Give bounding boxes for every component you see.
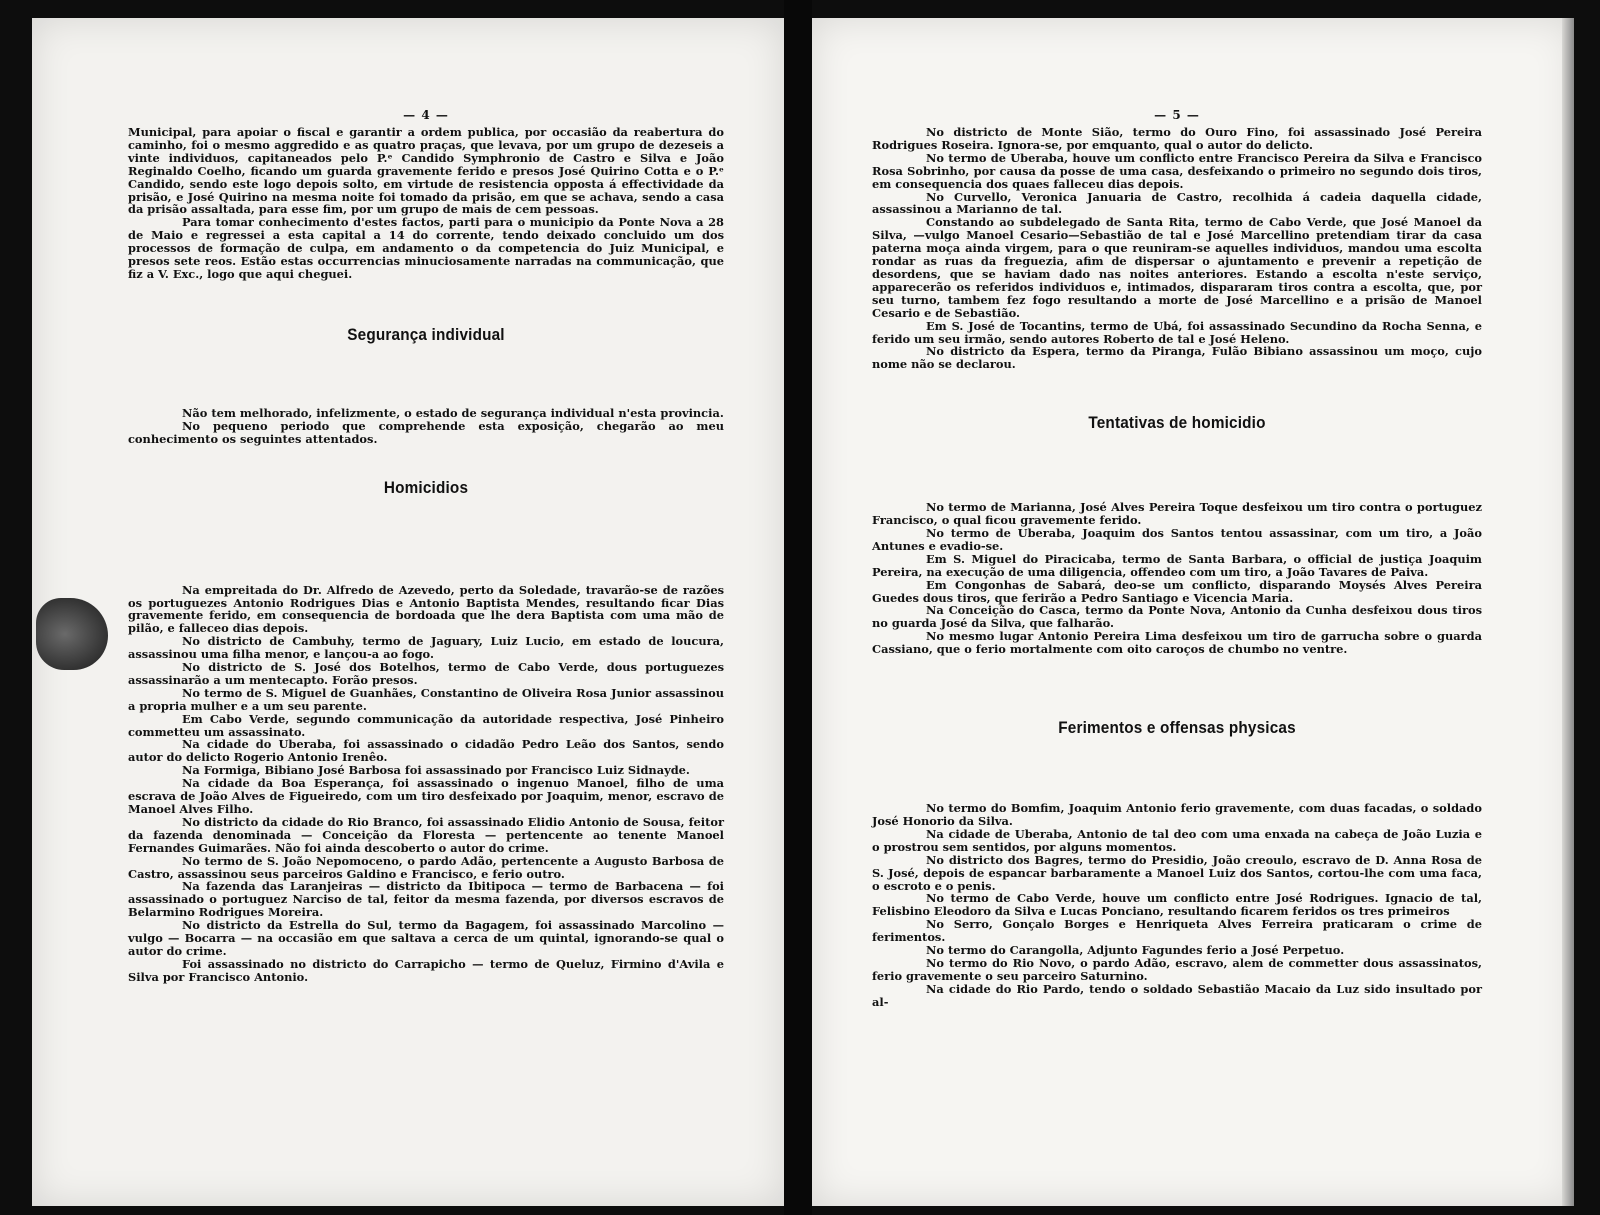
paragraph: Foi assassinado no districto do Carrapicho — termo de Queluz, Firmino d'Avila e Silva por Francisco Antonio. bbox=[128, 956, 724, 984]
paragraph: Na Conceição do Casca, termo da Ponte Nova, Antonio da Cunha desfeixou dous tiros no guarda José da Silva, que falharão. bbox=[872, 603, 1482, 631]
paragraph: No districto da Espera, termo da Piranga, Fulão Bibiano assassinou um moço, cujo nome não se declarou. bbox=[872, 344, 1482, 372]
page-number-left: — 4 — bbox=[403, 108, 449, 122]
section-heading-homicidios: Homicidios bbox=[383, 477, 469, 497]
paragraph: Em Congonhas de Sabará, deo-se um conflicto, disparando Moysés Alves Pereira Guedes dous tiros, que ferirão a Pedro Santiago e Vicencia Maria. bbox=[872, 577, 1482, 605]
paragraph: Na cidade do Rio Pardo, tendo o soldado Sebastião Macaio da Luz sido insultado por al- bbox=[872, 981, 1482, 1009]
paragraph: No termo de S. João Nepomoceno, o pardo Adão, pertencente a Augusto Barbosa de Castro, assassinou seus parceiros Galdino e Francisco, e ferio outro. bbox=[128, 853, 724, 881]
paragraph: No termo do Carangolla, Adjunto Fagundes ferio a José Perpetuo. bbox=[926, 943, 1345, 958]
book-spine bbox=[784, 0, 812, 1215]
paragraph: No termo do Bomfim, Joaquim Antonio ferio gravemente, com duas facadas, o soldado José Honorio da Silva. bbox=[872, 801, 1482, 828]
paragraph: No mesmo lugar Antonio Pereira Lima desfeixou um tiro de garrucha sobre o guarda Cassiano, que o ferio mortalmente com oito caroços de chumbo no ventre. bbox=[872, 629, 1482, 657]
section-heading-seguranca: Segurança individual bbox=[347, 324, 505, 344]
right-text-column bbox=[872, 108, 1482, 1009]
paragraph: Em S. Miguel do Piracicaba, termo de Santa Barbara, o official de justiça Joaquim Pereira, na execução de uma diligencia, offendeo com um tiro, a João Tavares de Paiva. bbox=[872, 551, 1482, 579]
paragraph: No termo de S. Miguel de Guanhães, Constantino de Oliveira Rosa Junior assassinou a propria mulher e a um seu parente. bbox=[128, 685, 724, 713]
paragraph: No termo do Rio Novo, o pardo Adão, escravo, alem de commetter dous assassinatos, ferio gravemente o seu parceiro Saturnino. bbox=[872, 955, 1482, 983]
page-number-right: — 5 — bbox=[1154, 108, 1200, 122]
paragraph: Na fazenda das Laranjeiras — districto da Ibitipoca — termo de Barbacena — foi assassinado o portuguez Narciso de tal, feitor da mesma fazenda, por diversos escravos de Belarmino Rodrigues Moreira. bbox=[128, 879, 724, 920]
paragraph: Na cidade do Uberaba, foi assassinado o cidadão Pedro Leão dos Santos, sendo autor do delicto Rogerio Antonio Irenêo. bbox=[128, 737, 724, 765]
paragraph: No districto da Estrella do Sul, termo da Bagagem, foi assassinado Marcolino — vulgo — Bocarra — na occasião em que saltava a cerca de um quintal, ignorando-se qual o autor do crime. bbox=[128, 918, 724, 958]
page-edge bbox=[1562, 18, 1574, 1206]
left-text-column bbox=[128, 108, 724, 984]
paragraph: Não tem melhorado, infelizmente, o estado de segurança individual n'esta provincia. bbox=[182, 405, 724, 420]
paragraph: No termo de Uberaba, Joaquim dos Santos tentou assassinar, com um tiro, a João Antunes e evadio-se. bbox=[872, 526, 1482, 553]
paragraph: Municipal, para apoiar o fiscal e garantir a ordem publica, por occasião da reabertura do caminho, foi o mesmo aggredido e as quatro praças, que levava, por um grupo de dezeseis a vinte individuos, capitaneados pelo P.ᵉ Candido Symphronio de Castro e Silva e João Reginaldo Coelho, ficando um guarda gravemente ferido e presos José Quirino Cotta e o P.ᵉ Candido, sendo este logo depois solto, em virtude de resistencia opposta á effectividade da prisão, e José Quirino na mesma noite foi tomado da prisão, em que se achava, sendo a casa da prisão assaltada, para esse fim, por um grupo de mais de cem pessoas. bbox=[128, 125, 724, 217]
paragraph: No districto de Cambuhy, termo de Jaguary, Luiz Lucio, em estado de loucura, assassinou uma filha menor, e lançou-a ao fogo. bbox=[128, 634, 724, 662]
thumb-shadow bbox=[36, 598, 108, 670]
paragraph: Em Cabo Verde, segundo communicação da autoridade respectiva, José Pinheiro commetteu um assassinato. bbox=[128, 711, 724, 739]
paragraph: No districto de S. José dos Botelhos, termo de Cabo Verde, dous portuguezes assassinarão a um mentecapto. Forão presos. bbox=[128, 660, 724, 687]
paragraph: No Serro, Gonçalo Borges e Henriqueta Alves Ferreira praticaram o crime de ferimentos. bbox=[872, 917, 1482, 945]
paragraph: No termo de Uberaba, houve um conflicto entre Francisco Pereira da Silva e Francisco Rosa Sobrinho, por causa da posse de uma casa, desfeixando o primeiro no segundo dois tiros, em consequencia dos quaes falleceu dias depois. bbox=[872, 150, 1482, 191]
paragraph: No termo de Cabo Verde, houve um conflicto entre José Rodrigues. Ignacio de tal, Felisbino Eleodoro da Silva e Lucas Ponciano, resultando ficarem feridos os tres primeiros bbox=[872, 891, 1482, 919]
paragraph: Em S. José de Tocantins, termo de Ubá, foi assassinado Secundino da Rocha Senna, e ferido um seu irmão, sendo autores Roberto de tal e José Heleno. bbox=[872, 318, 1482, 346]
paragraph: No districto da cidade do Rio Branco, foi assassinado Elidio Antonio de Sousa, feitor da fazenda denominada — Conceição da Floresta — pertencente ao tenente Manoel Fernandes Guimarães. Não foi ainda descoberto o autor do crime. bbox=[128, 814, 724, 855]
paragraph: Na cidade da Boa Esperança, foi assassinado o ingenuo Manoel, filho de uma escrava de João Alves de Figueiredo, com um tiro desfeixado por Joaquim, menor, escravo de Manoel Alves Filho. bbox=[128, 776, 724, 816]
paragraph: Na Formiga, Bibiano José Barbosa foi assassinado por Francisco Luiz Sidnayde. bbox=[182, 763, 690, 778]
paragraph: No Curvello, Veronica Januaria de Castro, recolhida á cadeia daquella cidade, assassinou a Marianno de tal. bbox=[872, 189, 1482, 217]
paragraph: Na cidade de Uberaba, Antonio de tal deo com uma enxada na cabeça de João Luzia e o prostrou sem sentidos, por alguns momentos. bbox=[872, 826, 1482, 854]
paragraph: No districto dos Bagres, termo do Presidio, João creoulo, escravo de D. Anna Rosa de S. José, depois de espancar barbaramente a Manoel Luiz dos Santos, cortou-lhe com uma faca, o escroto e o penis. bbox=[872, 852, 1482, 893]
paragraph: No termo de Marianna, José Alves Pereira Toque desfeixou um tiro contra o portuguez Francisco, o qual ficou gravemente ferido. bbox=[872, 500, 1482, 528]
left-page bbox=[32, 18, 784, 1206]
paragraph: No pequeno periodo que comprehende esta exposição, chegarão ao meu conhecimento os seguintes attentados. bbox=[128, 418, 724, 446]
paragraph: Na empreitada do Dr. Alfredo de Azevedo, perto da Soledade, travarão-se de razões os portuguezes Antonio Rodrigues Dias e Antonio Baptista Mendes, resultando ficar Dias gravemente ferido, em consequencia de bordoada que lhe dera Baptista com uma mão de pilão, e falleceo dias depois. bbox=[128, 582, 724, 636]
paragraph: No districto de Monte Sião, termo do Ouro Fino, foi assassinado José Pereira Rodrigues Roseira. Ignora-se, por emquanto, qual o autor do delicto. bbox=[872, 125, 1482, 152]
right-page bbox=[812, 18, 1574, 1206]
paragraph: Para tomar conhecimento d'estes factos, parti para o municipio da Ponte Nova a 28 de Maio e regressei a esta capital a 14 do corrente, tendo deixado concluido um dos processos de formação de culpa, em andamento o da competencia do Juiz Municipal, e presos sete reos. Estão estas occurrencias minuciosamente narradas na communicação, que fiz a V. Exc., logo que aqui cheguei. bbox=[128, 215, 724, 281]
section-heading-tentativas: Tentativas de homicidio bbox=[1088, 413, 1266, 433]
section-heading-ferimentos: Ferimentos e offensas physicas bbox=[1058, 718, 1296, 738]
paragraph: Constando ao subdelegado de Santa Rita, termo de Cabo Verde, que José Manoel da Silva, —vulgo Manoel Cesario—Sebastião de tal e José Marcellino pretendiam tirar da casa paterna moça ainda virgem, para o que reuniram-se aquelles individuos, mandou uma escolta rondar as ruas da freguezia, afim de dispersar o ajuntamento e prevenir a repetição de desordens, que se haviam dado nas noites anteriores. Estando a escolta n'este serviço, apparecerão os referidos individuos e, intimados, dispararam tiros contra a escolta, que, por seu turno, tambem fez fogo resultando a morte de José Marcellino e a prisão de Manoel Cesario e de Sebastião. bbox=[872, 215, 1482, 320]
